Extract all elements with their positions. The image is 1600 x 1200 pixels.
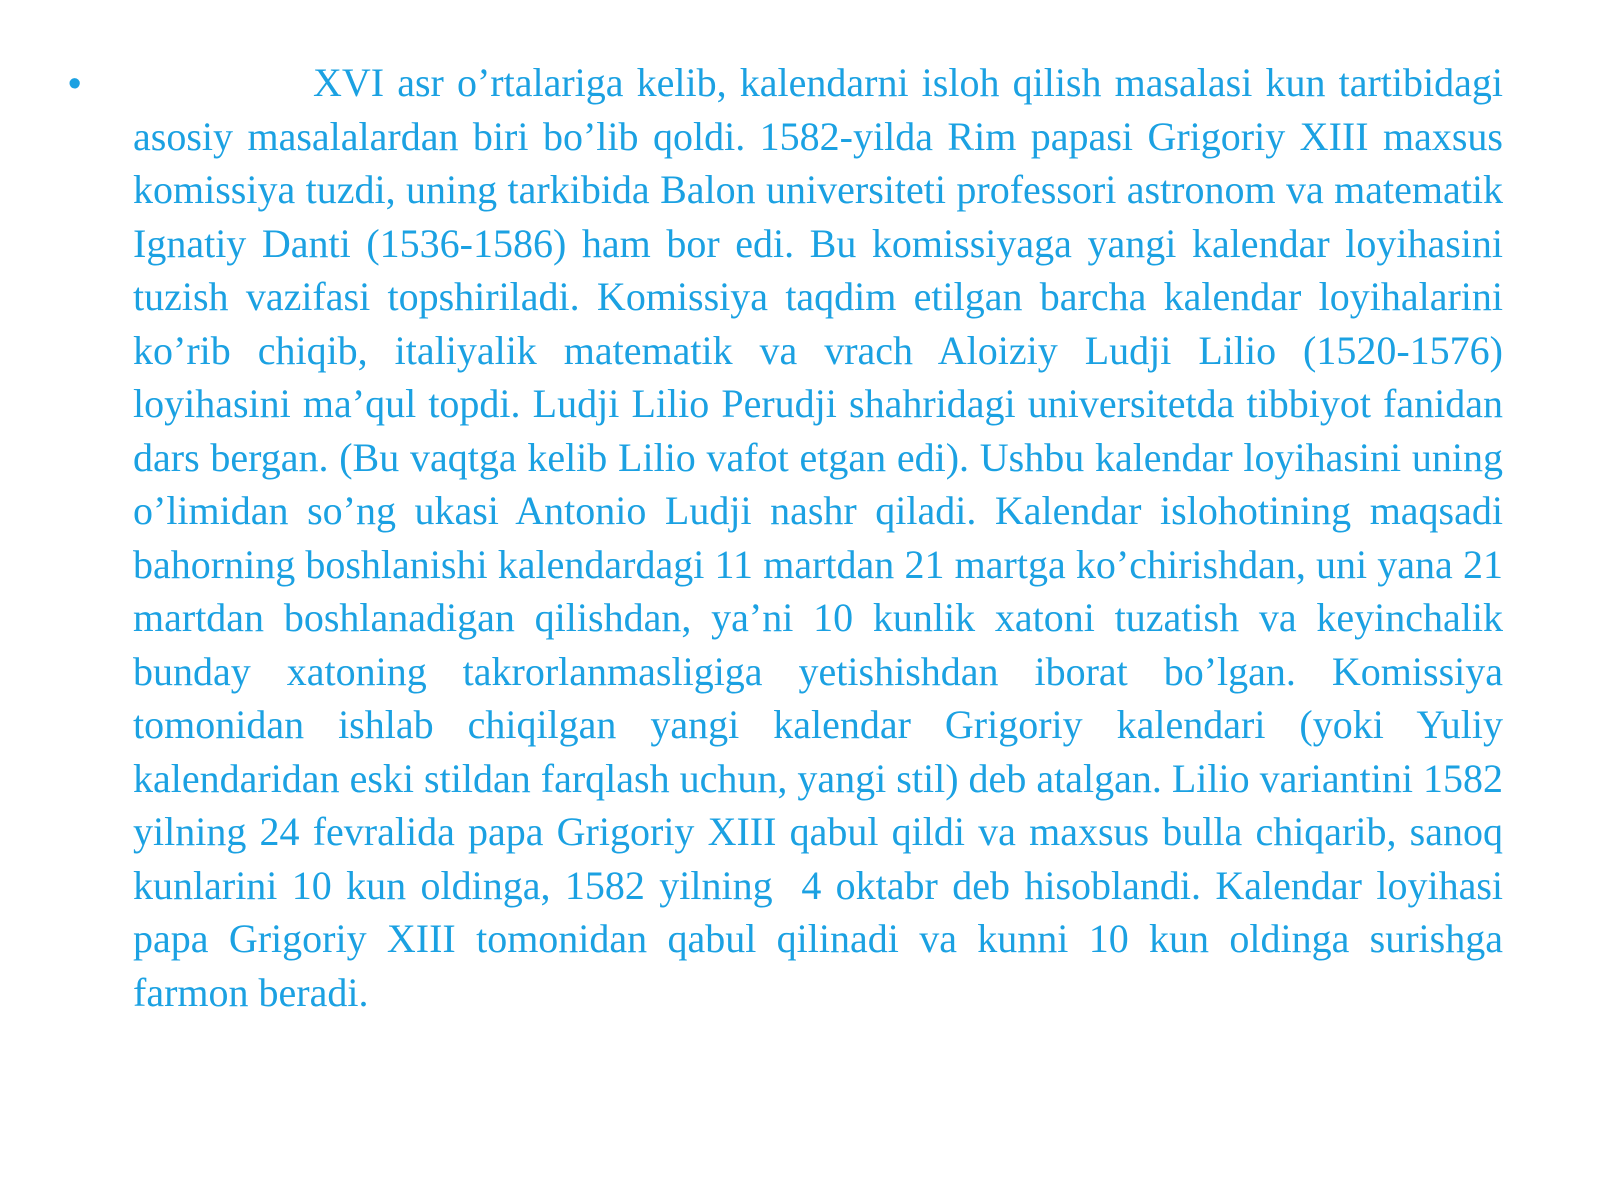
body-paragraph: XVI asr o’rtalariga kelib, kalendarni isloh qilish masalasi kun tartibidagi asosiy masalalardan biri bo’lib qoldi. 1582-yilda Rim papasi Grigoriy XIII maxsus komissiya tuzdi, uning tarkibida Balon universiteti professori astronom va matematik Ignatiy Danti (1536-1586) ham bor edi. Bu komissiyaga yangi kalendar loyihasini tuzish vazifasi topshiriladi. Komissiya taqdim etilgan barcha kalendar loyihalarini ko’rib chiqib, italiyalik matematik va vrach Aloiziy Ludji Lilio (1520-1576) loyihasini ma’qul topdi. Ludji Lilio Perudji shahridagi universitetda tibbiyot fanidan dars bergan. (Bu vaqtga kelib Lilio vafot etgan edi). Ushbu kalendar loyihasini uning o’limidan so’ng ukasi Antonio Ludji nashr qiladi. Kalendar islohotining maqsadi bahorning boshlanishi kalendardagi 11 martdan 21 martga ko’chirishdan, uni yana 21 martdan boshlanadigan qilishdan, ya’ni 10 kunlik xatoni tuzatish va keyinchalik bunday xatoning takrorlanmasligiga yetishishdan iborat bo’lgan. Komissiya tomonidan ishlab chiqilgan yangi kalendar Grigoriy kalendari (yoki Yuliy kalendaridan eski stildan farqlash uchun, yangi stil) deb atalgan. Lilio variantini 1582 yilning 24 fevralida papa Grigoriy XIII qabul qildi va maxsus bulla chiqarib, sanoq kunlarini 10 kun oldinga, 1582 yilning 4 oktabr deb hisoblandi. Kalendar loyihasi papa Grigoriy XIII tomonidan qabul qilinadi va kunni 10 kun oldinga surishga farmon beradi. [133,60,1513,1015]
bullet-icon: • [68,63,82,105]
bullet-item [68,56,1513,1019]
